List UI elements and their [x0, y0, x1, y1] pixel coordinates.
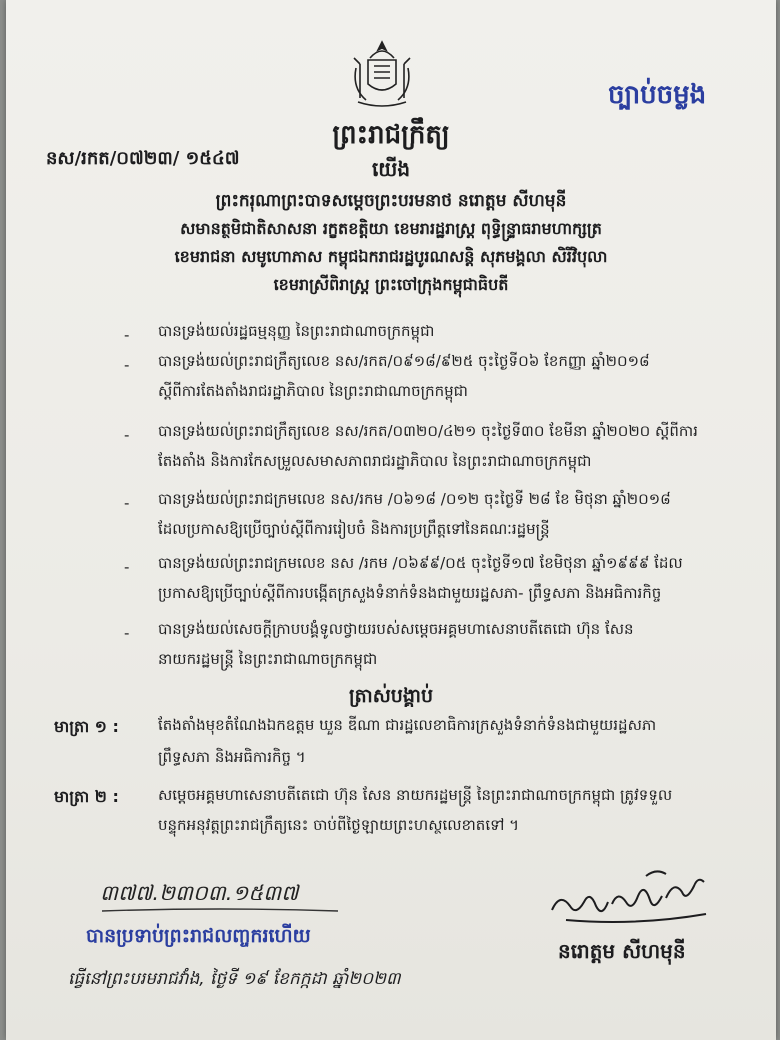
preamble-line: បានទ្រង់យល់សេចក្តីក្រាបបង្គំទូលថ្វាយរបស់សម្តេចអគ្គមហាសេនាបតីតេជោ ហ៊ុន សែន [158, 620, 634, 638]
bullet-mark: - [124, 558, 130, 576]
preamble-line: តែងតាំង និងការកែសម្រួលសមាសភាពរាជរដ្ឋាភិបាល នៃព្រះរាជាណាចក្រកម្ពុជា [158, 452, 592, 470]
king-title-line-4: ខេមរាស្រីពិរាស្ត្រ ព្រះចៅក្រុងកម្ពុជាធិបតី [273, 275, 509, 294]
bullet-mark: - [124, 624, 130, 642]
bullet-mark: - [124, 426, 130, 444]
preamble-line: នាយករដ្ឋមន្ត្រី នៃព្រះរាជាណាចក្រកម្ពុជា [158, 650, 378, 668]
preamble-line: ស្តីពីការតែងតាំងរាជរដ្ឋាភិបាល នៃព្រះរាជាណាចក្រកម្ពុជា [158, 382, 468, 400]
king-title-line-3: ខេមរាជនា សមូហោភាស កម្ពុជឯករាជរដ្ឋបូរណសន្តិ សុភមង្គលា សិរីវិបុលា [174, 247, 608, 266]
preamble-line: បានទ្រង់យល់រដ្ឋធម្មនុញ្ញ នៃព្រះរាជាណាចក្រកម្ពុជា [158, 322, 435, 340]
preamble-line: បានទ្រង់យល់ព្រះរាជក្រមលេខ នស/រកម /០៦១៨ /០១២ ចុះថ្ងៃទី ២៨ ខែ មិថុនា ឆ្នាំ២០១៨ [158, 490, 671, 508]
preamble-line: ប្រកាសឱ្យប្រើច្បាប់ស្តីពីការបង្កើតក្រសួងទំនាក់ទំនងជាមួយរដ្ឋសភា- ព្រឹទ្ធសភា និងអធិការកិច្ច [158, 584, 662, 602]
registration-stamp: បានប្រទាប់ព្រះរាជលញ្ចករហើយ [86, 925, 311, 947]
preamble-line: បានទ្រង់យល់ព្រះរាជក្រមលេខ នស /រកម /០៦៩៩/០៥ ចុះថ្ងៃទី១៧ ខែមិថុនា ឆ្នាំ១៩៩៩ ដែល [158, 554, 683, 572]
we-heading: យើង [371, 157, 411, 181]
reference-number: នស/រកត/០៧២៣/ ១៥៤៧ [46, 148, 240, 169]
king-title-line-1: ព្រះករុណាព្រះបាទសម្តេចព្រះបរមនាថ នរោត្តម សីហមុនី [215, 191, 567, 211]
place-date-line: ធ្វើនៅព្រះបរមរាជវាំង, ថ្ងៃទី ១៩ ខែកក្កដា ឆ្នាំ២០២៣ [68, 969, 401, 989]
decree-page [6, 0, 776, 1040]
signatory-name: នរោត្តម សីហមុនី [558, 939, 686, 963]
king-title-line-2: សមានត្ថមិជាតិសាសនា រក្ខតខត្តិយា ខេមរារដ្ឋរាស្ត្រ ពុទ្ធិន្ទ្រាធរាមហាក្សត្រ [180, 219, 602, 238]
classification-stamp: ច្បាប់ចម្លង [608, 80, 707, 110]
royal-coat-of-arms-icon [346, 38, 418, 110]
preamble-line: ដែលប្រកាសឱ្យប្រើច្បាប់ស្តីពីការរៀបចំ និងការប្រព្រឹត្តទៅនៃគណៈរដ្ឋមន្ត្រី [158, 520, 550, 538]
handwritten-registration: ៣៧៧.២៣០៣.១៥៣៧ [100, 881, 299, 905]
preamble-line: បានទ្រង់យល់ព្រះរាជក្រឹត្យលេខ នស/រកត/០៣២០/៤២១ ចុះថ្ងៃទី៣០ ខែមីនា ឆ្នាំ២០២០ ស្តីពីការ [158, 422, 698, 440]
article-1-line: តែងតាំងមុខតំណែងឯកឧត្តម ឃួន ឌីណា ជារដ្ឋលេខាធិការក្រសួងទំនាក់ទំនងជាមួយរដ្ឋសភា [158, 716, 657, 734]
preamble-line: បានទ្រង់យល់ព្រះរាជក្រឹត្យលេខ នស/រកត/០៩១៨/៩២៥ ចុះថ្ងៃទី០៦ ខែកញ្ញា ឆ្នាំ២០១៨ [158, 352, 650, 370]
bullet-mark: - [124, 326, 130, 344]
document-type-title: ព្រះរាជក្រឹត្យ [332, 120, 450, 150]
article-1-label: មាត្រា ១ : [54, 717, 119, 736]
article-1-line: ព្រឹទ្ធសភា និងអធិការកិច្ច ។ [158, 748, 306, 766]
decree-heading: ត្រាស់បង្គាប់ [348, 685, 434, 707]
underline-icon [100, 906, 340, 914]
article-2-line: បន្ទុកអនុវត្តព្រះរាជក្រឹត្យនេះ ចាប់ពីថ្ងៃឡាយព្រះហស្ថលេខាតទៅ ។ [158, 816, 520, 834]
article-2-label: មាត្រា ២ : [54, 787, 119, 806]
royal-signature-icon [546, 862, 716, 932]
bullet-mark: - [124, 494, 130, 512]
bullet-mark: - [124, 356, 130, 374]
article-2-line: សម្តេចអគ្គមហាសេនាបតីតេជោ ហ៊ុន សែន នាយករដ្ឋមន្ត្រី នៃព្រះរាជាណាចក្រកម្ពុជា ត្រូវទទួល [158, 786, 673, 804]
